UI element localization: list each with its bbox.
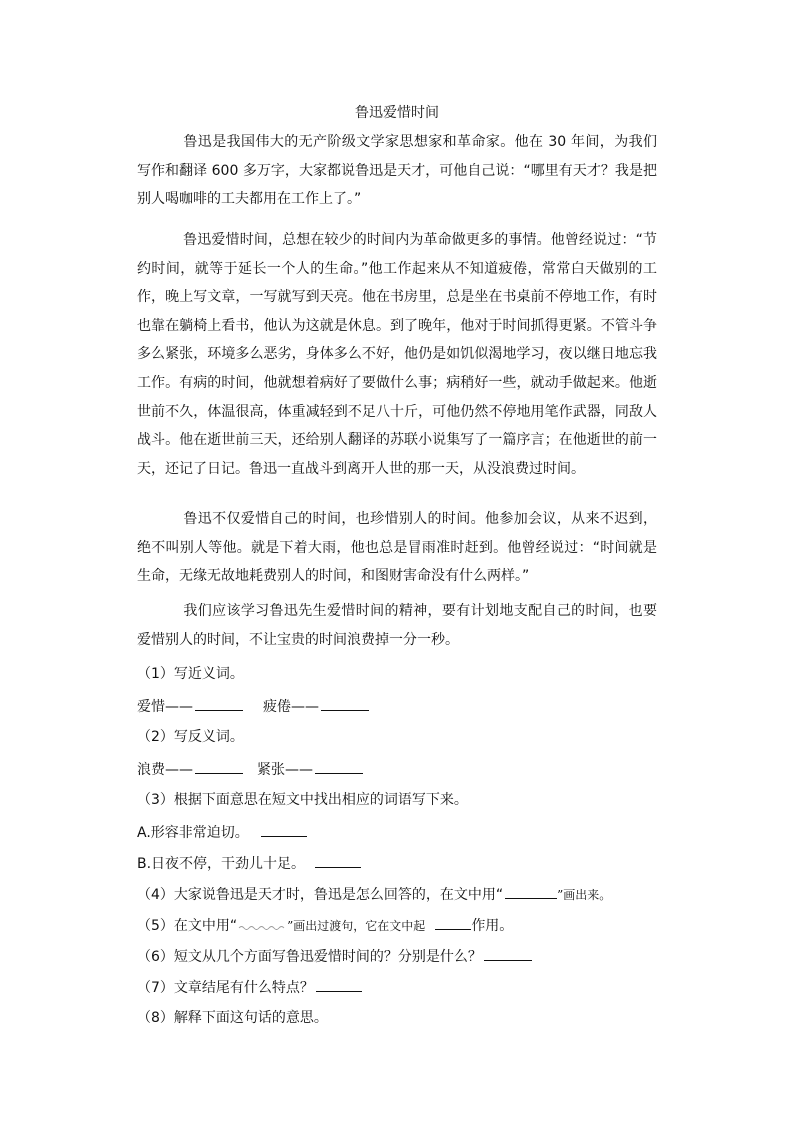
q5-blank[interactable]	[435, 915, 471, 930]
paragraph-2	[137, 226, 657, 483]
q4-suffix: ”画出来。	[557, 888, 612, 902]
q3-a-text: A.形容非常迫切。	[137, 825, 249, 841]
q6-blank[interactable]	[484, 946, 532, 961]
question-8: （8）解释下面这句话的意思。	[137, 1010, 328, 1026]
q6-text: （6）短文从几个方面写鲁迅爱惜时间的？分别是什么？	[137, 949, 482, 965]
paragraph-4-text: 我们应该学习鲁迅先生爱惜时间的精神，要有计划地支配自己的时间，也要爱惜别人的时间，不让宝贵的时间浪费掉一分一秒。	[137, 603, 657, 648]
wavy-underline-mark	[237, 918, 287, 930]
q7-text: （7）文章结尾有什么特点？	[137, 980, 314, 996]
q3-b-blank[interactable]	[315, 853, 361, 868]
q3-b-text: B.日夜不停，干劲儿十足。	[137, 856, 306, 872]
q5-prefix: （5）在文中用“	[137, 918, 238, 934]
q5-suffix: 作用。	[471, 918, 514, 934]
q1-b-label: 疲倦——	[263, 699, 319, 715]
paragraph-1-text: 鲁迅是我国伟大的无产阶级文学家思想家和革命家。他在 30 年间，为我们写作和翻译 600 多万字，大家都说鲁迅是天才，可他自己说：“哪里有天才？我是把别人喝咖啡的工夫都用在工作上了。”	[137, 134, 657, 208]
q4-prefix: （4）大家说鲁迅是天才时，鲁迅是怎么回答的，在文中用“	[137, 887, 504, 903]
q2-b-blank[interactable]	[315, 759, 363, 774]
q1-a-label: 爱惜——	[137, 699, 193, 715]
paragraph-3-text: 鲁迅不仅爱惜自己的时间，也珍惜别人的时间。他参加会议，从来不迟到，绝不叫别人等他。就是下着大雨，他也总是冒雨准时赶到。他曾经说过：“时间就是生命，无缘无故地耗费别人的时间，和图财害命没有什么两样。”	[137, 511, 657, 585]
question-1-answers	[137, 696, 369, 717]
paragraph-1	[137, 128, 657, 214]
question-2-answers	[137, 759, 363, 780]
question-3-a	[137, 822, 307, 843]
document-title: 鲁迅爱惜时间	[355, 105, 439, 121]
question-1: （1）写近义词。	[137, 666, 244, 682]
question-3: （3）根据下面意思在短文中找出相应的词语写下来。	[137, 792, 468, 808]
q2-a-label: 浪费——	[137, 762, 193, 778]
question-2: （2）写反义词。	[137, 729, 244, 745]
paragraph-2-text: 鲁迅爱惜时间，总想在较少的时间内为革命做更多的事情。他曾经说过：“节约时间，就等于延长一个人的生命。”他工作起来从不知道疲倦，常常白天做别的工作，晚上写文章，一写就写到天亮。他在书房里，总是坐在书桌前不停地工作，有时也靠在躺椅上看书，他认为这就是休息。到了晚年，他对于时间抓得更紧。不管斗争多么紧张，环境多么恶劣，身体多么不好，他仍是如饥似渴地学习，夜以继日地忘我工作。有病的时间，他就想着病好了要做什么事；病稍好一些，就动手做起来。他逝世前不久，体温很高，体重减轻到不足八十斤，可他仍然不停地用笔作武器，同敌人战斗。他在逝世前三天，还给别人翻译的苏联小说集写了一篇序言；在他逝世的前一天，还记了日记。鲁迅一直战斗到离开人世的那一天，从没浪费过时间。	[137, 232, 657, 477]
question-3-b	[137, 853, 361, 874]
question-4	[137, 884, 611, 905]
q3-a-blank[interactable]	[261, 822, 307, 837]
q5-mid: ”画出过渡句，它在文中起	[287, 919, 426, 933]
question-5	[137, 915, 513, 936]
q2-a-blank[interactable]	[195, 759, 243, 774]
q7-blank[interactable]	[316, 977, 362, 992]
q1-b-blank[interactable]	[321, 696, 369, 711]
question-7	[137, 977, 362, 998]
q4-blank[interactable]	[505, 884, 557, 899]
question-6	[137, 946, 532, 967]
paragraph-4	[137, 597, 657, 654]
q1-a-blank[interactable]	[195, 696, 243, 711]
q2-b-label: 紧张——	[257, 762, 313, 778]
paragraph-3	[137, 505, 657, 591]
